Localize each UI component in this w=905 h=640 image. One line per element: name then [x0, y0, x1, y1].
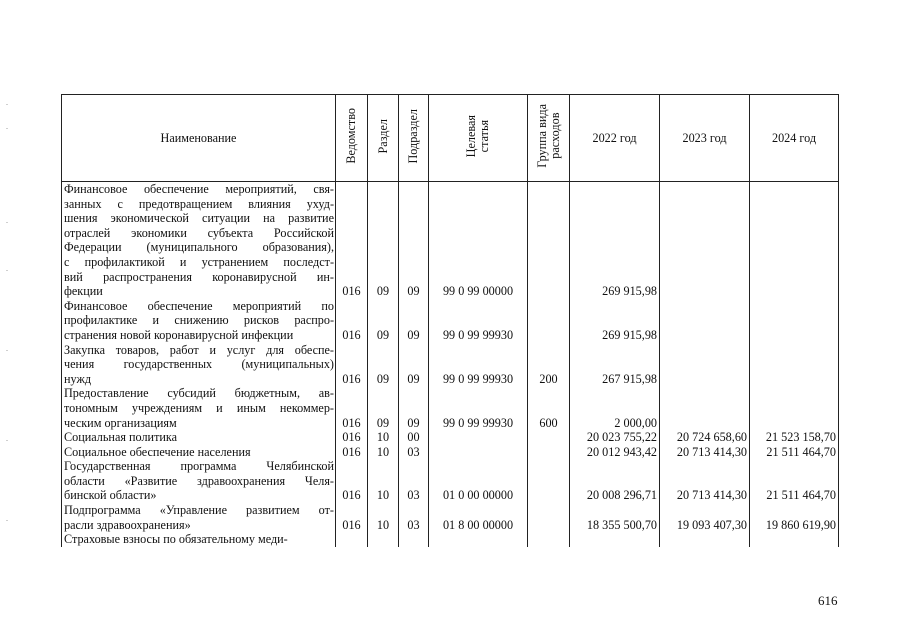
row-expense-group [528, 182, 570, 299]
row-section: 09 [368, 299, 399, 343]
row-amount-2023: 20 724 658,60 [660, 430, 750, 445]
row-amount-2024: 19 860 619,90 [750, 503, 839, 532]
row-expense-group: 600 [528, 386, 570, 430]
row-department: 016 [336, 343, 368, 387]
row-amount-2023: 19 093 407,30 [660, 503, 750, 532]
row-section: 10 [368, 503, 399, 532]
row-section: 10 [368, 430, 399, 445]
header-2023: 2023 год [660, 95, 750, 182]
table-row [62, 299, 839, 343]
row-name [62, 503, 336, 532]
row-department: 016 [336, 459, 368, 503]
row-name [62, 299, 336, 343]
header-subsection: Подраздел [399, 95, 429, 182]
row-name [62, 430, 336, 445]
header-department: Ведомство [336, 95, 368, 182]
row-section: 09 [368, 386, 399, 430]
table-body [62, 182, 839, 547]
table-row [62, 430, 839, 445]
table-row [62, 503, 839, 532]
row-amount-2022: 267 915,98 [570, 343, 660, 387]
row-name-line: Предоставление субсидий бюджетным, ав- [64, 386, 334, 401]
row-amount-2024: 21 511 464,70 [750, 459, 839, 503]
row-amount-2022: 269 915,98 [570, 299, 660, 343]
page-number: 616 [818, 593, 838, 608]
row-amount-2024: 21 523 158,70 [750, 430, 839, 445]
row-name-line: ческим организациям [64, 415, 177, 430]
row-department [336, 532, 368, 547]
row-department: 016 [336, 430, 368, 445]
row-name [62, 532, 336, 547]
row-name-line: фекции [64, 284, 103, 299]
table-row [62, 459, 839, 503]
row-name [62, 459, 336, 503]
row-department: 016 [336, 445, 368, 460]
row-subsection: 03 [399, 459, 429, 503]
table-row [62, 445, 839, 460]
header-name: Наименование [62, 95, 336, 182]
row-amount-2022: 20 023 755,22 [570, 430, 660, 445]
table-row [62, 532, 839, 547]
row-subsection: 00 [399, 430, 429, 445]
row-amount-2024 [750, 386, 839, 430]
row-amount-2024: 21 511 464,70 [750, 445, 839, 460]
row-section: 10 [368, 445, 399, 460]
row-amount-2022 [570, 532, 660, 547]
row-subsection: 09 [399, 386, 429, 430]
row-department: 016 [336, 299, 368, 343]
budget-table [61, 94, 839, 547]
row-target-article: 01 8 00 00000 [429, 503, 528, 532]
row-name-line: профилактике и снижению рисков распро- [64, 313, 334, 328]
row-name-line: области «Развитие здравоохранения Челя- [64, 473, 334, 488]
header-expense-group: Группа вида расходов [528, 95, 570, 182]
row-department: 016 [336, 503, 368, 532]
row-name [62, 343, 336, 387]
header-target-article: Целевая статья [429, 95, 528, 182]
row-name-line: Социальное обеспечение населения [64, 444, 251, 459]
row-name [62, 386, 336, 430]
row-target-article: 99 0 99 99930 [429, 299, 528, 343]
row-amount-2023 [660, 182, 750, 299]
row-name [62, 182, 336, 299]
row-expense-group [528, 532, 570, 547]
row-name-line: бинской области» [64, 488, 157, 503]
row-subsection: 09 [399, 343, 429, 387]
row-amount-2023: 20 713 414,30 [660, 459, 750, 503]
row-name-line: шения экономической ситуации на развитие [64, 211, 334, 226]
row-name-line: Финансовое обеспечение мероприятий по [64, 298, 334, 313]
row-name-line: Социальная политика [64, 430, 178, 445]
row-amount-2024 [750, 532, 839, 547]
row-name-line: чения государственных (муниципальных) [64, 357, 334, 372]
row-amount-2023 [660, 386, 750, 430]
row-subsection: 09 [399, 299, 429, 343]
row-amount-2024 [750, 299, 839, 343]
row-target-article: 99 0 99 99930 [429, 386, 528, 430]
row-target-article: 99 0 99 00000 [429, 182, 528, 299]
row-target-article: 99 0 99 99930 [429, 343, 528, 387]
row-amount-2022: 20 012 943,42 [570, 445, 660, 460]
row-subsection: 03 [399, 503, 429, 532]
row-name-line: расли здравоохранения» [64, 517, 191, 532]
row-section: 09 [368, 343, 399, 387]
row-name-line: Страховые взносы по обязательному меди- [64, 532, 288, 547]
row-expense-group [528, 459, 570, 503]
row-amount-2022: 18 355 500,70 [570, 503, 660, 532]
row-name-line: Подпрограмма «Управление развитием от- [64, 503, 334, 518]
header-2024: 2024 год [750, 95, 839, 182]
row-department: 016 [336, 386, 368, 430]
table-row [62, 343, 839, 387]
row-name-line: Федерации (муниципального образования), [64, 240, 334, 255]
row-amount-2023: 20 713 414,30 [660, 445, 750, 460]
row-name-line: нужд [64, 371, 92, 386]
row-subsection: 03 [399, 445, 429, 460]
row-name-line: с профилактикой и устранением последст- [64, 254, 334, 269]
row-department: 016 [336, 182, 368, 299]
row-target-article [429, 532, 528, 547]
header-section: Раздел [368, 95, 399, 182]
row-amount-2023 [660, 299, 750, 343]
row-expense-group [528, 299, 570, 343]
row-target-article [429, 445, 528, 460]
row-amount-2022: 2 000,00 [570, 386, 660, 430]
header-row [62, 95, 839, 182]
row-subsection: 09 [399, 182, 429, 299]
row-amount-2024 [750, 343, 839, 387]
row-amount-2024 [750, 182, 839, 299]
row-target-article [429, 430, 528, 445]
row-subsection [399, 532, 429, 547]
row-name-line: Финансовое обеспечение мероприятий, свя- [64, 182, 334, 196]
header-2022: 2022 год [570, 95, 660, 182]
row-expense-group [528, 445, 570, 460]
row-amount-2022: 269 915,98 [570, 182, 660, 299]
row-amount-2023 [660, 532, 750, 547]
row-name [62, 445, 336, 460]
table-row [62, 182, 839, 299]
row-name-line: вий распространения коронавирусной ин- [64, 269, 334, 284]
row-section: 10 [368, 459, 399, 503]
row-name-line: Государственная программа Челябинской [64, 459, 334, 474]
row-expense-group [528, 503, 570, 532]
row-expense-group: 200 [528, 343, 570, 387]
row-name-line: отраслей экономики субъекта Российской [64, 225, 334, 240]
row-section [368, 532, 399, 547]
row-name-line: странения новой коронавирусной инфекции [64, 327, 294, 342]
row-target-article: 01 0 00 00000 [429, 459, 528, 503]
row-section: 09 [368, 182, 399, 299]
row-name-line: Закупка товаров, работ и услуг для обеспе- [64, 342, 334, 357]
row-name-line: тономным учреждениям и иным некоммер- [64, 400, 334, 415]
row-amount-2022: 20 008 296,71 [570, 459, 660, 503]
row-expense-group [528, 430, 570, 445]
row-name-line: занных с предотвращением влияния ухуд- [64, 196, 334, 211]
margin-dots [6, 0, 8, 640]
row-amount-2023 [660, 343, 750, 387]
table-row [62, 386, 839, 430]
